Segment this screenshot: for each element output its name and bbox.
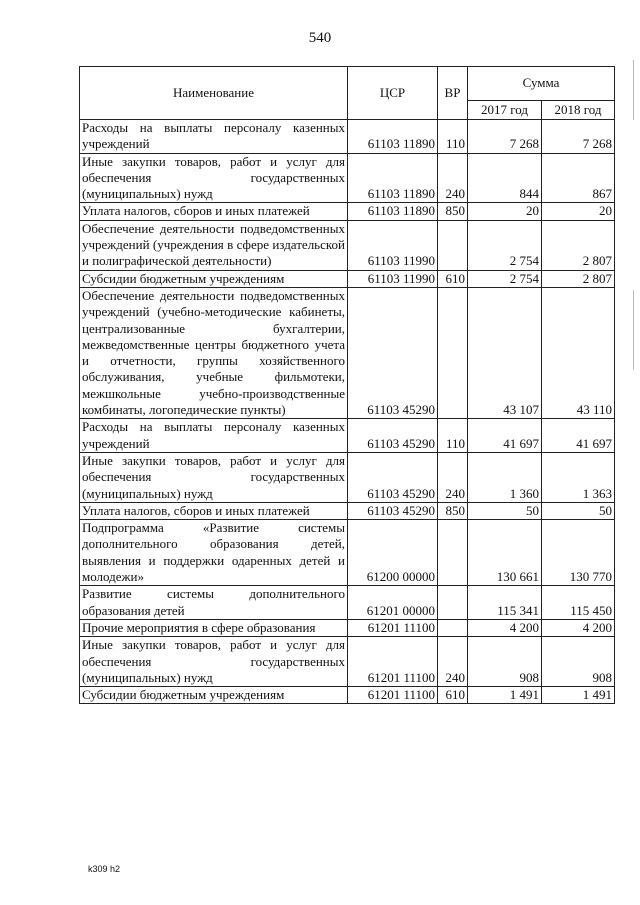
row-csr: 61201 11100 [348, 637, 438, 687]
row-sum-2018: 2 807 [542, 270, 615, 287]
table-row [80, 120, 615, 154]
table-row [80, 520, 615, 586]
row-vr [438, 287, 468, 418]
row-sum-2017: 50 [468, 502, 542, 519]
row-vr: 110 [438, 120, 468, 154]
row-csr: 61103 11890 [348, 153, 438, 203]
page-number: 540 [308, 30, 332, 46]
row-sum-2018: 20 [542, 203, 615, 220]
row-sum-2018: 2 807 [542, 220, 615, 270]
table-row [80, 502, 615, 519]
scan-margin-mark [633, 60, 634, 120]
row-csr: 61201 11100 [348, 687, 438, 704]
row-name: Уплата налогов, сборов и иных платежей [80, 502, 348, 519]
row-vr: 610 [438, 270, 468, 287]
table-row [80, 287, 615, 418]
row-name: Иные закупки товаров, работ и услуг для обеспечения государственных (муниципальных) нужд [80, 637, 348, 687]
table-row [80, 220, 615, 270]
row-vr [438, 619, 468, 636]
table-row [80, 203, 615, 220]
footer-code: k309 h2 [88, 864, 121, 874]
row-vr: 850 [438, 203, 468, 220]
row-csr: 61103 11890 [348, 203, 438, 220]
row-sum-2017: 2 754 [468, 270, 542, 287]
row-sum-2018: 908 [542, 637, 615, 687]
table-row [80, 619, 615, 636]
row-sum-2018: 41 697 [542, 419, 615, 453]
scan-margin-mark [633, 290, 634, 370]
row-vr [438, 586, 468, 620]
row-sum-2018: 50 [542, 502, 615, 519]
row-csr: 61201 11100 [348, 619, 438, 636]
row-csr: 61103 11990 [348, 220, 438, 270]
row-csr: 61103 45290 [348, 287, 438, 418]
row-name: Развитие системы дополнительного образования детей [80, 586, 348, 620]
row-name: Иные закупки товаров, работ и услуг для обеспечения государственных (муниципальных) нужд [80, 153, 348, 203]
row-name: Обеспечение деятельности подведомственных учреждений (учреждения в сфере издательской и полиграфической деятельности) [80, 220, 348, 270]
row-sum-2018: 1 363 [542, 452, 615, 502]
row-name: Прочие мероприятия в сфере образования [80, 619, 348, 636]
row-vr: 240 [438, 153, 468, 203]
table-row [80, 270, 615, 287]
table-row [80, 452, 615, 502]
row-vr [438, 220, 468, 270]
row-name: Уплата налогов, сборов и иных платежей [80, 203, 348, 220]
row-sum-2018: 43 110 [542, 287, 615, 418]
row-vr: 850 [438, 502, 468, 519]
row-sum-2017: 908 [468, 637, 542, 687]
row-csr: 61103 45290 [348, 502, 438, 519]
row-sum-2017: 41 697 [468, 419, 542, 453]
header-name: Наименование [80, 67, 348, 120]
row-name: Обеспечение деятельности подведомственных учреждений (учебно-методические кабинеты, централизованные бухгалтерии, межведомственные центры бюджетного учета и отчетности, группы хозяйственного обслуживания, учебные фильмотеки, межшкольные учебно-производственные комбинаты, логопедические пункты) [80, 287, 348, 418]
table-body [80, 120, 615, 704]
row-name: Субсидии бюджетным учреждениям [80, 687, 348, 704]
row-sum-2017: 1 491 [468, 687, 542, 704]
row-sum-2017: 844 [468, 153, 542, 203]
header-sum: Сумма [468, 67, 615, 101]
row-sum-2017: 7 268 [468, 120, 542, 154]
row-sum-2018: 1 491 [542, 687, 615, 704]
row-sum-2017: 115 341 [468, 586, 542, 620]
row-vr: 610 [438, 687, 468, 704]
header-year-2018: 2018 год [542, 100, 615, 119]
row-sum-2018: 7 268 [542, 120, 615, 154]
budget-table [79, 66, 615, 704]
row-csr: 61103 45290 [348, 419, 438, 453]
row-csr: 61201 00000 [348, 586, 438, 620]
table-row [80, 687, 615, 704]
row-sum-2017: 20 [468, 203, 542, 220]
row-sum-2018: 115 450 [542, 586, 615, 620]
row-vr: 240 [438, 637, 468, 687]
row-name: Расходы на выплаты персоналу казенных учреждений [80, 419, 348, 453]
row-name: Расходы на выплаты персоналу казенных учреждений [80, 120, 348, 154]
row-name: Субсидии бюджетным учреждениям [80, 270, 348, 287]
header-year-2017: 2017 год [468, 100, 542, 119]
table-row [80, 637, 615, 687]
row-sum-2017: 4 200 [468, 619, 542, 636]
header-csr: ЦСР [348, 67, 438, 120]
row-sum-2017: 130 661 [468, 520, 542, 586]
row-csr: 61200 00000 [348, 520, 438, 586]
row-sum-2018: 4 200 [542, 619, 615, 636]
row-csr: 61103 11890 [348, 120, 438, 154]
row-sum-2017: 1 360 [468, 452, 542, 502]
row-sum-2018: 867 [542, 153, 615, 203]
table-row [80, 419, 615, 453]
row-name: Подпрограмма «Развитие системы дополнительного образования детей, выявления и поддержки одаренных детей и молодежи» [80, 520, 348, 586]
table-row [80, 153, 615, 203]
row-vr [438, 520, 468, 586]
row-sum-2017: 2 754 [468, 220, 542, 270]
row-sum-2017: 43 107 [468, 287, 542, 418]
row-vr: 110 [438, 419, 468, 453]
row-csr: 61103 11990 [348, 270, 438, 287]
row-name: Иные закупки товаров, работ и услуг для обеспечения государственных (муниципальных) нужд [80, 452, 348, 502]
header-vr: ВР [438, 67, 468, 120]
table-row [80, 586, 615, 620]
row-vr: 240 [438, 452, 468, 502]
row-csr: 61103 45290 [348, 452, 438, 502]
row-sum-2018: 130 770 [542, 520, 615, 586]
